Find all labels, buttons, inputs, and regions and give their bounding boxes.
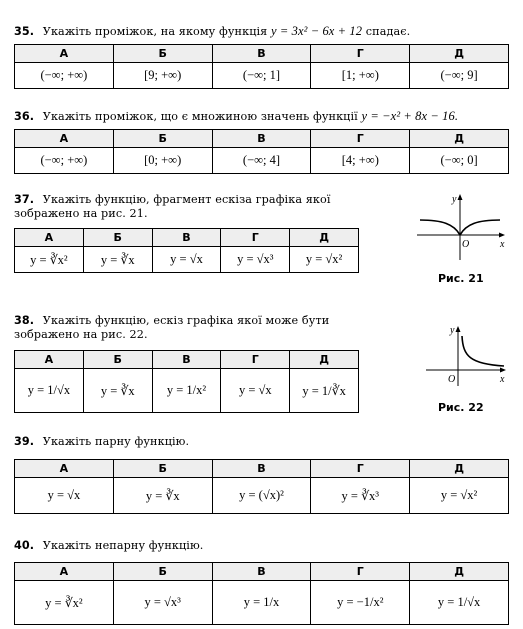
answer-option-v[interactable]: (−∞; 1] <box>212 63 311 89</box>
option-header-v: В <box>212 45 311 63</box>
option-header-d: Д <box>410 460 509 478</box>
answer-option-d[interactable]: y = √x² <box>290 247 359 273</box>
question-number: 38. <box>14 314 35 327</box>
option-header-a: А <box>15 45 114 63</box>
figure-22-caption: Рис. 22 <box>438 401 484 414</box>
figure-21-graph <box>412 190 512 265</box>
option-header-h: Г <box>311 130 410 148</box>
question-text: Укажіть парну функцію. <box>42 435 190 448</box>
option-header-d: Д <box>410 130 509 148</box>
option-header-v: В <box>212 563 311 581</box>
origin-label: O <box>462 239 470 250</box>
question-text: Укажіть проміжок, що є множиною значень функції <box>42 110 358 123</box>
answer-option-v[interactable]: y = (√x)² <box>212 478 311 514</box>
answer-option-a[interactable]: y = ∛x² <box>15 581 114 625</box>
option-header-h: Г <box>221 351 290 369</box>
option-header-v: В <box>152 229 221 247</box>
question-35 <box>14 24 410 39</box>
question-number: 39. <box>14 435 35 448</box>
option-header-b: Б <box>113 460 212 478</box>
answer-table-39 <box>14 459 509 514</box>
answer-table-37 <box>14 228 359 273</box>
answer-option-h[interactable]: y = √x <box>221 369 290 413</box>
figure-22-graph <box>418 318 513 393</box>
option-header-h: Г <box>311 460 410 478</box>
option-header-h: Г <box>311 563 410 581</box>
question-text: Укажіть функцію, фрагмент ескіза графіка якої зображено на рис. 21. <box>14 193 331 220</box>
option-header-b: Б <box>113 563 212 581</box>
answer-option-a[interactable]: y = 1/√x <box>15 369 84 413</box>
function-formula: y = −x² + 8x − 16. <box>361 109 459 123</box>
question-text: Укажіть непарну функцію. <box>42 539 204 552</box>
option-header-h: Г <box>311 45 410 63</box>
y-axis-label: y <box>450 325 455 336</box>
y-axis-label: y <box>452 194 457 205</box>
origin-label: O <box>448 374 456 385</box>
answer-option-d[interactable]: y = √x² <box>410 478 509 514</box>
answer-option-d[interactable]: y = 1/∛x <box>290 369 359 413</box>
option-header-a: А <box>15 563 114 581</box>
answer-table-38 <box>14 350 359 413</box>
answer-option-b[interactable]: [9; +∞) <box>113 63 212 89</box>
answer-option-b[interactable]: y = ∛x <box>83 247 152 273</box>
option-header-v: В <box>212 130 311 148</box>
option-header-a: А <box>15 130 114 148</box>
answer-option-a[interactable]: y = ∛x² <box>15 247 84 273</box>
answer-option-h[interactable]: y = −1/x² <box>311 581 410 625</box>
question-40 <box>14 539 203 553</box>
option-header-h: Г <box>221 229 290 247</box>
x-axis-label: x <box>500 239 505 250</box>
answer-option-v[interactable]: y = 1/x² <box>152 369 221 413</box>
option-header-d: Д <box>410 563 509 581</box>
option-header-b: Б <box>83 229 152 247</box>
option-header-v: В <box>152 351 221 369</box>
answer-option-b[interactable]: [0; +∞) <box>113 148 212 174</box>
answer-table-40 <box>14 562 509 625</box>
x-axis-label: x <box>500 374 505 385</box>
answer-option-v[interactable]: (−∞; 4] <box>212 148 311 174</box>
answer-option-v[interactable]: y = √x <box>152 247 221 273</box>
question-text: Укажіть проміжок, на якому функція <box>42 25 268 38</box>
question-text: Укажіть функцію, ескіз графіка якої може бути зображено на рис. 22. <box>14 314 330 341</box>
option-header-a: А <box>15 460 114 478</box>
answer-option-d[interactable]: y = 1/√x <box>410 581 509 625</box>
question-38 <box>14 314 366 342</box>
option-header-a: А <box>15 351 84 369</box>
option-header-d: Д <box>410 45 509 63</box>
answer-table-35 <box>14 44 509 89</box>
option-header-b: Б <box>113 130 212 148</box>
answer-table-36 <box>14 129 509 174</box>
answer-option-h[interactable]: y = ∛x³ <box>311 478 410 514</box>
question-39 <box>14 435 189 449</box>
question-number: 35. <box>14 25 35 38</box>
answer-option-d[interactable]: (−∞; 9] <box>410 63 509 89</box>
answer-option-h[interactable]: [4; +∞) <box>311 148 410 174</box>
question-number: 37. <box>14 193 35 206</box>
question-tail: спадає. <box>365 25 411 38</box>
function-formula: y = 3x² − 6x + 12 <box>270 24 363 38</box>
question-36 <box>14 109 458 124</box>
question-number: 40. <box>14 539 35 552</box>
question-37 <box>14 193 366 221</box>
option-header-v: В <box>212 460 311 478</box>
answer-option-a[interactable]: y = √x <box>15 478 114 514</box>
answer-option-b[interactable]: y = √x³ <box>113 581 212 625</box>
option-header-b: Б <box>83 351 152 369</box>
option-header-b: Б <box>113 45 212 63</box>
option-header-a: А <box>15 229 84 247</box>
option-header-d: Д <box>290 229 359 247</box>
answer-option-d[interactable]: (−∞; 0] <box>410 148 509 174</box>
answer-option-b[interactable]: y = ∛x <box>83 369 152 413</box>
answer-option-h[interactable]: y = √x³ <box>221 247 290 273</box>
answer-option-v[interactable]: y = 1/x <box>212 581 311 625</box>
option-header-d: Д <box>290 351 359 369</box>
answer-option-a[interactable]: (−∞; +∞) <box>15 63 114 89</box>
answer-option-h[interactable]: [1; +∞) <box>311 63 410 89</box>
figure-21-caption: Рис. 21 <box>438 272 484 285</box>
answer-option-a[interactable]: (−∞; +∞) <box>15 148 114 174</box>
question-number: 36. <box>14 110 35 123</box>
answer-option-b[interactable]: y = ∛x <box>113 478 212 514</box>
